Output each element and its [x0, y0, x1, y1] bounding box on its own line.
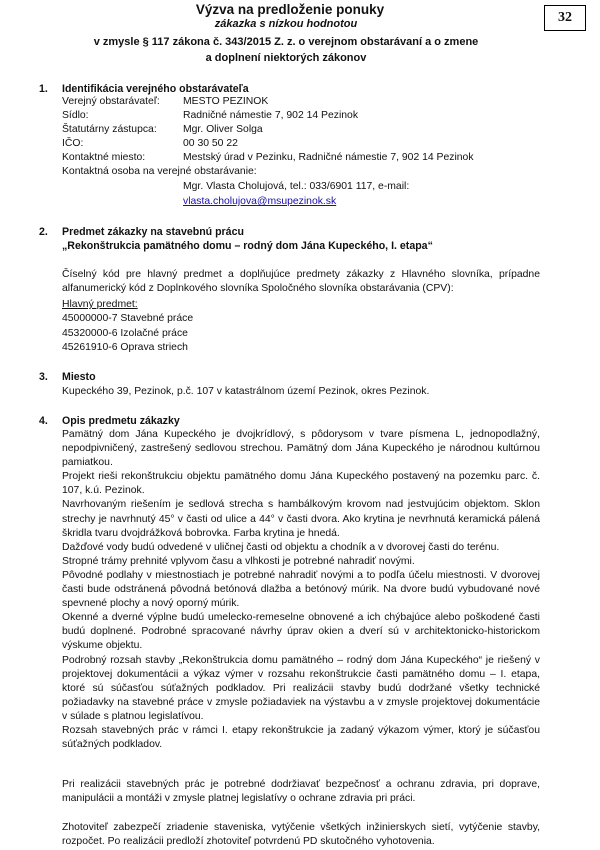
- description-paragraph: Dažďové vody budú odvedené v uličnej časti od objektu a chodník a v dvorovej časti do terénu.: [62, 541, 500, 553]
- document-legal-basis-cont: a doplnení niektorých zákonov: [205, 52, 367, 64]
- section-1-title: Identifikácia verejného obstarávateľa: [62, 83, 249, 95]
- description-paragraph: Rozsah stavebných prác v rámci I. etapy rekonštrukcie ja zadaný výkazom výmer, ktorý je súčasťou súťažných podkladov.: [62, 724, 540, 751]
- section-2-number: 2.: [39, 226, 48, 238]
- document-legal-basis: v zmysle § 117 zákona č. 343/2015 Z. z. o verejnom obstarávaní a o zmene: [93, 36, 479, 48]
- contractor-paragraph: Zhotoviteľ zabezpečí zriadenie staveniska, vytýčenie všetkých inžinierskych sietí, vytýčenie stavby, rozpočet. Po realizácii predloží zhotoviteľ potvrdenú PD skutočného vyhotovenia.: [62, 822, 540, 848]
- contracting-authority-value: MESTO PEZINOK: [183, 96, 269, 107]
- contact-point-label: Kontaktné miesto:: [62, 152, 146, 163]
- cpv-code-item: 45261910-6 Oprava striech: [62, 342, 188, 353]
- page-number-box: 32: [544, 5, 586, 31]
- section-3-title: Miesto: [62, 371, 96, 383]
- document-title: Výzva na predloženie ponuky: [195, 2, 385, 17]
- contact-point-value: Mestský úrad v Pezinku, Radničné námestie 7, 902 14 Pezinok: [183, 152, 474, 163]
- description-paragraph: Stropné trámy prehnité vplyvom času a vlhkosti je potrebné nahradiť novými.: [62, 555, 415, 567]
- ico-label: IČO:: [62, 138, 84, 149]
- section-4-title: Opis predmetu zákazky: [62, 415, 180, 427]
- contact-person-value: Mgr. Vlasta Cholujová, tel.: 033/6901 117, e-mail:: [183, 181, 410, 192]
- section-2-subtitle: „Rekonštrukcia pamätného domu – rodný dom Jána Kupeckého, I. etapa“: [62, 240, 433, 252]
- cpv-description: Číselný kód pre hlavný predmet a doplňujúce predmety zákazky z Hlavného slovníka, prípadne alfanumerický kód z Doplnkového slovníka Spoločného slovníka obstarávania (CPV):: [62, 269, 540, 295]
- description-paragraph: Pamätný dom Jána Kupeckého je dvojkrídlový, s pôdorysom v tvare písmena L, jednopodlažný, nepodpivničený, zastrešený sedlovou strechou. Pamätný dom Jána Kupeckého je národnou kultúrnou pamiatkou.: [62, 429, 540, 469]
- ico-value: 00 30 50 22: [183, 138, 238, 149]
- description-block: [62, 428, 540, 752]
- description-paragraph: Navrhovaným riešením je sedlová strecha s hambálkovým krovom nad jestvujúcim objektom. Sklon strechy je navrhnutý 45° v časti od ulice a 44° v časti dvora. Ako krytina je nevrhnutá keramická pálená škridla tvaru dvojdrážková bobrovka. Farba krytina je hnedá.: [62, 499, 540, 539]
- contact-person-label: Kontaktná osoba na verejné obstarávanie:: [62, 166, 257, 177]
- seat-label: Sídlo:: [62, 110, 89, 121]
- statutory-value: Mgr. Oliver Solga: [183, 124, 263, 135]
- cpv-code-item: 45000000-7 Stavebné práce: [62, 313, 194, 324]
- description-paragraph: Podrobný rozsah stavby „Rekonštrukcia domu pamätného – rodný dom Jána Kupeckého“ je riešený v projektovej dokumentácii a výkaz výmer v rozsahu rekonštrukcie časti pamätného domu – I. etapa, ktoré sú súčasťou súťažných podkladov. Pri realizácii stavby budú dodržané všetky technické požiadavky na stavebné práce v zmysle požiadaviek na výstavbu a v zmysle projektovej dokumentácie v súlade s platnou legislatívou.: [62, 654, 540, 722]
- section-2-title: Predmet zákazky na stavebnú prácu: [62, 226, 244, 238]
- seat-value: Radničné námestie 7, 902 14 Pezinok: [183, 110, 359, 121]
- location-text: Kupeckého 39, Pezinok, p.č. 107 v katastrálnom území Pezinok, okres Pezinok.: [62, 386, 430, 397]
- statutory-label: Štatutárny zástupca:: [62, 124, 157, 135]
- document-subtitle: zákazka s nízkou hodnotou: [214, 18, 358, 30]
- contracting-authority-label: Verejný obstarávateľ:: [62, 96, 160, 107]
- cpv-code-item: 45320000-6 Izolačné práce: [62, 328, 188, 339]
- description-paragraph: Projekt rieši rekonštrukciu objektu pamätného domu Jána Kupeckého postavený na pozemku parc. č. 107, k.ú. Pezinok.: [62, 471, 540, 497]
- safety-paragraph: Pri realizácii stavebných prác je potrebné dodržiavať bezpečnosť a ochranu zdravia, pri doprave, manipulácii a montáži v zmysle platnej legislatívy o ochrane zdravia pri práci.: [62, 779, 540, 805]
- description-paragraph: Okenné a dverné výplne budú umelecko-remeselne obnovené a ich chýbajúce alebo poškodené časti budú doplnené. Podrobné spracované návrhy úprav okien a dverí sú v architektonicko-historickom výskume objektu.: [62, 612, 540, 652]
- section-3-number: 3.: [39, 371, 48, 383]
- section-4-number: 4.: [39, 415, 48, 427]
- section-1-number: 1.: [39, 83, 48, 95]
- contact-email-link[interactable]: vlasta.cholujova@msupezinok.sk: [183, 196, 337, 207]
- description-paragraph: Pôvodné podlahy v miestnostiach je potrebné nahradiť novými a to podľa účelu miestnosti. V dvorovej časti bude odstránená pôvodná betónová dlažba a betónový múrik. Na dvore budú vybudované nové spevnené plochy a nový oporný múrik.: [62, 569, 540, 610]
- main-subject-label: Hlavný predmet:: [62, 299, 138, 310]
